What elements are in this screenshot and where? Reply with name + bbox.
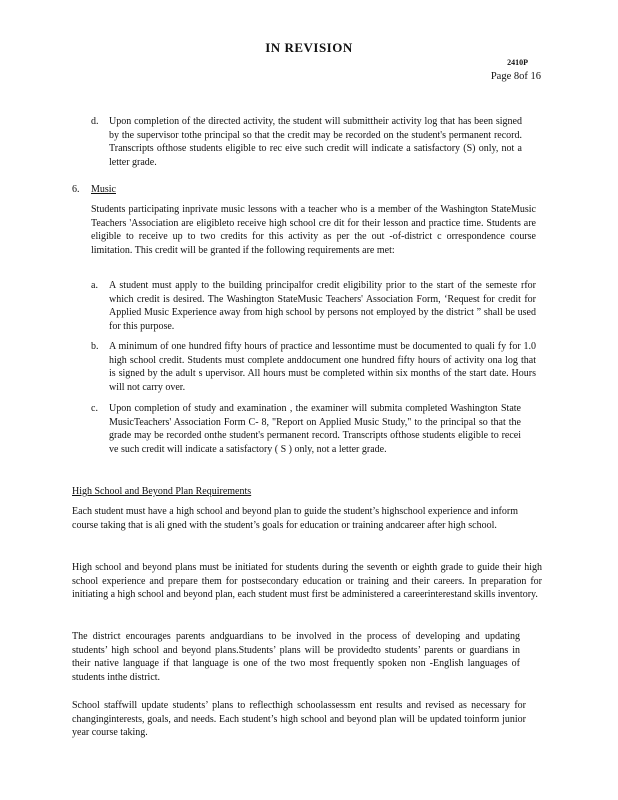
item-d-text: Upon completion of the directed activity, the student will submittheir activity log that has been signed by the supervisor tothe principal so that the credit may be recorded on the student's permanent record. Transcripts ofthose students eligible to rec eive such credit will indicate a satisfactory (S) only, not a letter grade. xyxy=(109,116,522,169)
item-b xyxy=(109,340,536,395)
music-intro-text: Students participating inprivate music lessons with a teacher who is a member of the Washington StateMusic Teachers 'Association are eligibleto receive high school cre dit for their lesson and practice time. Students are eligible to receive up to two credits for this activity as per the out -of-district c orrespondence course limitation. This credit will be granted if the following requirements are met: xyxy=(91,204,536,257)
item-a-marker: a. xyxy=(91,280,98,291)
page-number: Page 8of 16 xyxy=(490,71,541,82)
item-c xyxy=(109,402,521,457)
hsbp-paragraph-3 xyxy=(72,630,520,685)
item-b-text: A minimum of one hundred fifty hours of practice and lessontime must be documented to quali fy for 1.0 high school credit. Students must complete anddocument one hundred fifty hours of activity ona log that is signed by the adult s upervisor. All hours must be completed within six months of the start date. Hours will not carry over. xyxy=(109,341,536,394)
item-a xyxy=(109,279,536,334)
revision-title: IN REVISION xyxy=(265,40,353,55)
item-d xyxy=(109,115,522,170)
policy-code: 2410P xyxy=(507,58,528,67)
hsbp-paragraph-4 xyxy=(72,699,526,740)
hsbp-paragraph-1 xyxy=(72,505,518,532)
music-intro xyxy=(91,203,536,258)
hsbp-paragraph-text: School staffwill update students’ plans to reflecthigh schoolassessm ent results and revised as necessary for changinginterests, goals, and needs. Each student’s high school and beyond plan will be updated toinform junior year course taking. xyxy=(72,700,526,739)
hsbp-heading: High School and Beyond Plan Requirements xyxy=(72,486,252,497)
item-c-text: Upon completion of study and examination , the examiner will submita completed Washington State MusicTeachers' Association Form C- 8, "Report on Applied Music Study," to the principal so that the grade may be recorded onthe student's permanent record. Transcripts ofthose students eligible to recei ve such credit will indicate a satisfactory ( S ) only, not a letter grade. xyxy=(109,403,521,456)
item-c-marker: c. xyxy=(91,403,98,414)
hsbp-paragraph-2 xyxy=(72,561,542,602)
section-6-marker: 6. xyxy=(72,184,80,195)
hsbp-paragraph-text: High school and beyond plans must be initiated for students during the seventh or eighth grade to guide their high school experience and prepare them for postsecondary education or training and their careers. In preparation for initiating a high school and beyond plan, each student must first be administered a careerinterestand skills inventory. xyxy=(72,562,542,601)
music-heading: Music xyxy=(91,184,116,195)
item-b-marker: b. xyxy=(91,341,99,352)
item-d-marker: d. xyxy=(91,116,99,127)
hsbp-paragraph-text: The district encourages parents andguardians to be involved in the process of developing and updating students’ high school and beyond plans.Students’ plans will be providedto students’ parents or guardians in their native language if that language is one of the two most frequently spoken non -English languages of students inthe district. xyxy=(72,631,520,684)
item-a-text: A student must apply to the building principalfor credit eligibility prior to the start of the semeste rfor which credit is desired. The Washington StateMusic Teachers' Association Form, ‘Request for credit for Applied Music Experience away from high school by persons not employed by the district ” shall be used for this purpose. xyxy=(109,280,536,333)
hsbp-paragraph-text: Each student must have a high school and beyond plan to guide the student’s highschool experience and inform course taking that is ali gned with the student’s goals for education or training andcareer after high school. xyxy=(72,506,518,531)
